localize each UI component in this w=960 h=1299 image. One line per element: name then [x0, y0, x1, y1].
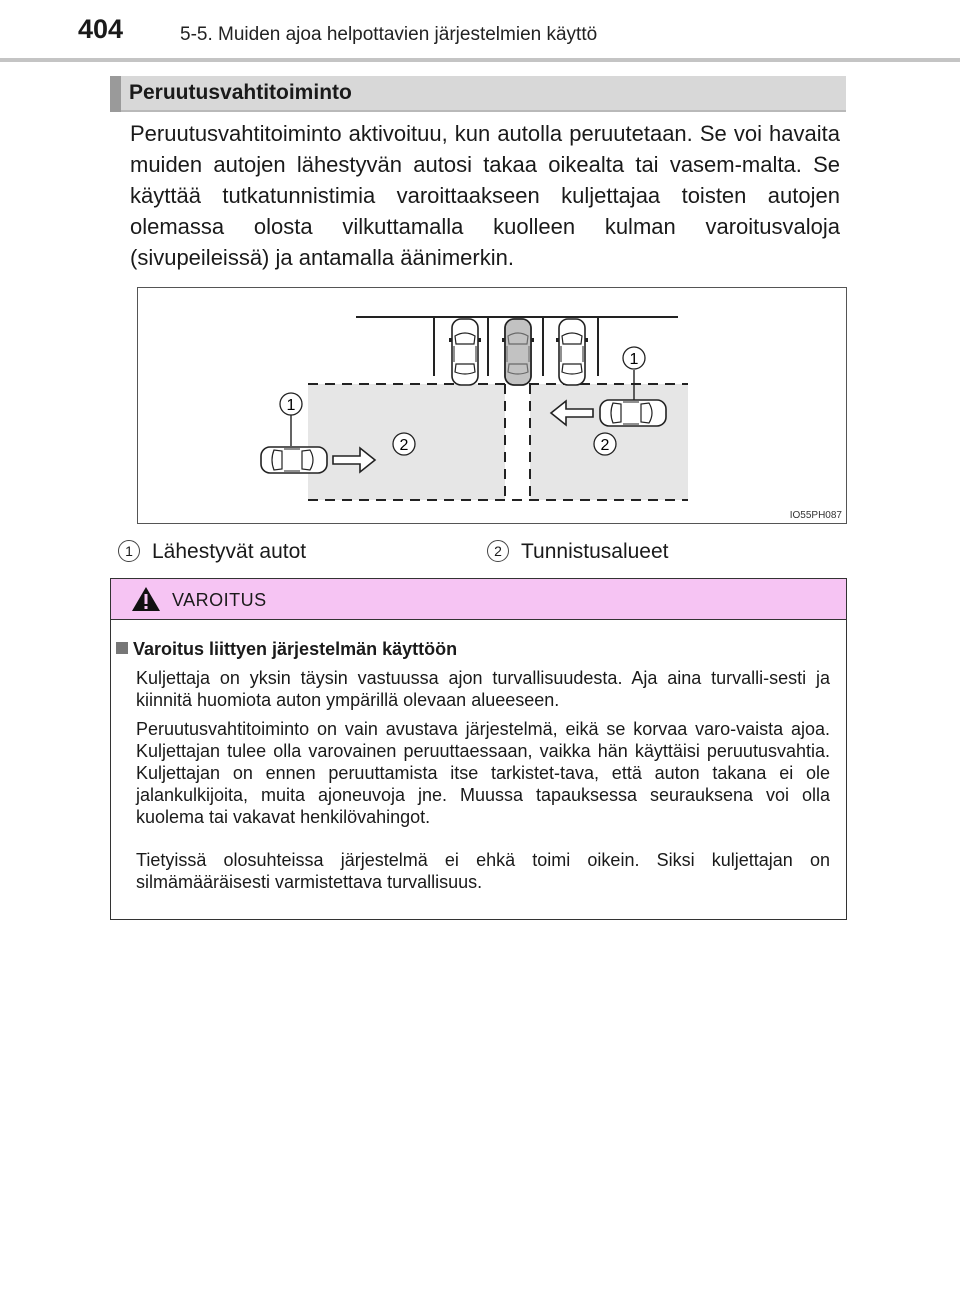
section-heading-accent — [110, 76, 121, 112]
figure-code: IO55PH087 — [789, 510, 842, 521]
parked-car-left — [449, 319, 481, 385]
legend-label: Lähestyvät autot — [152, 540, 307, 563]
reversing-car — [502, 319, 534, 385]
section-heading-bar — [110, 76, 846, 112]
warning-header — [111, 579, 846, 620]
chapter-title: 5-5. Muiden ajoa helpottavien järjestelmien käyttö — [180, 24, 598, 45]
callout-2-left — [393, 433, 415, 455]
svg-text:2: 2 — [399, 437, 409, 454]
svg-text:2: 2 — [600, 437, 610, 454]
parking-diagram-svg — [138, 288, 846, 523]
svg-text:1: 1 — [286, 397, 296, 414]
warning-subtitle — [116, 639, 457, 660]
warning-paragraph: Kuljettaja on yksin täysin vastuussa ajon turvallisuudesta. Aja aina turvalli-sesti ja kiinnitä huomiota auton ympärillä olevaan alueeseen. — [136, 668, 830, 710]
callout-2-right — [594, 433, 616, 455]
callout-1-left — [280, 393, 302, 415]
page-number: 404 — [78, 14, 124, 44]
warning-box — [110, 578, 847, 920]
legend-item-approaching-cars — [118, 540, 306, 564]
warning-paragraph: Tietyissä olosuhteissa järjestelmä ei ehkä toimi oikein. Siksi kuljettajan on silmämääräisesti varmistettava turvallisuus. — [136, 850, 830, 892]
warning-subtitle-text: Varoitus liittyen järjestelmän käyttöön — [133, 639, 458, 659]
warning-label: VAROITUS — [172, 590, 267, 610]
warning-paragraph: Peruutusvahtitoiminto on vain avustava järjestelmä, eikä se korvaa varo-vaista ajoa. Kuljettajan tulee olla varovainen peruuttaessaan, vaikka hän käyttäisi peruutusvahtia. Kuljettajan on ennen peruuttamista itse tarkistet-tava, että auton takana ei ole jalankulkijoita, muita ajoneuvoja jne. Muussa tapauksessa seurauksena voi olla kuolema tai vakavat henkilövahingot. — [136, 719, 830, 827]
legend-label: Tunnistusalueet — [521, 540, 669, 563]
warning-triangle-icon — [131, 586, 161, 612]
intro-paragraph: Peruutusvahtitoiminto aktivoituu, kun autolla peruutetaan. Se voi havaita muiden autojen lähestyvän autosi takaa oikealta tai vasem-malta. Se käyttää tutkatunnistimia varoittaakseen kuljettajaa toisten autojen olemassa olosta vilkuttamalla kuolleen kulman varoitusvaloja (sivupeileissä) ja antamalla äänimerkin. — [130, 121, 840, 270]
approaching-car-left — [261, 447, 327, 473]
legend-number: 1 — [118, 540, 140, 562]
approaching-car-right — [600, 400, 666, 426]
legend-item-detection-zones — [487, 540, 668, 564]
parked-car-right — [556, 319, 588, 385]
legend-number: 2 — [487, 540, 509, 562]
svg-text:1: 1 — [629, 351, 639, 368]
bullet-square-icon — [116, 642, 128, 654]
header-rule — [0, 58, 960, 62]
section-title: Peruutusvahtitoiminto — [129, 81, 352, 104]
parking-diagram — [137, 287, 847, 524]
callout-1-right — [623, 347, 645, 369]
